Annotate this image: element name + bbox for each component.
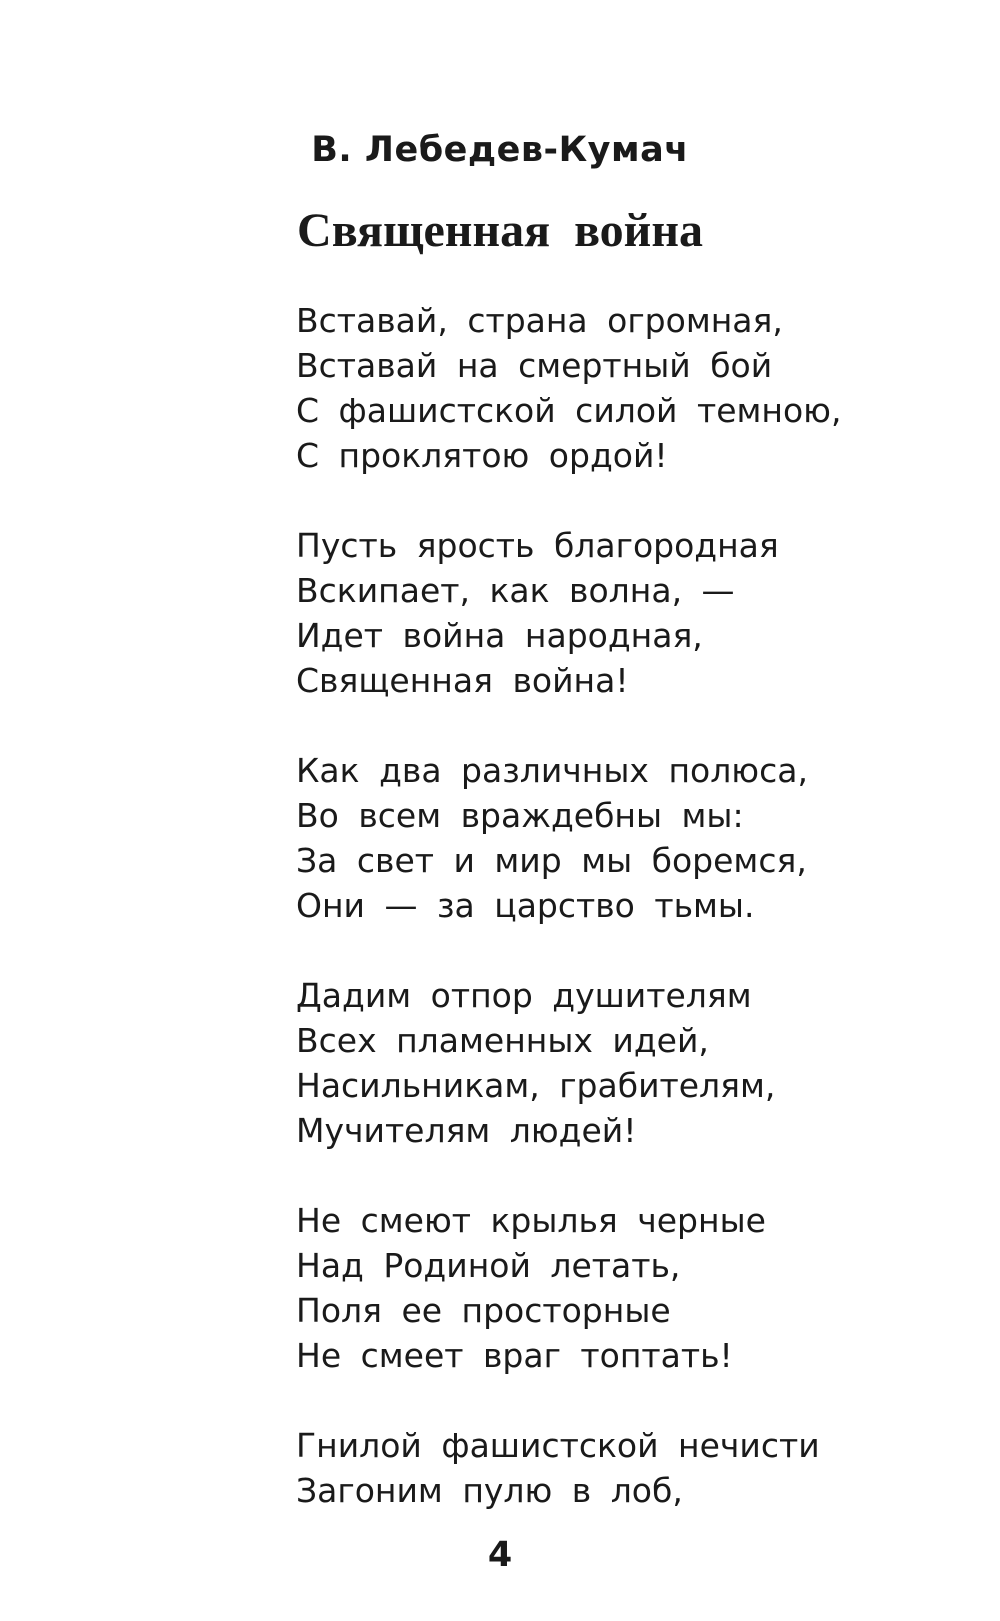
poem-line: Загоним пулю в лоб, — [296, 1471, 683, 1510]
poem-line: Священная война! — [296, 661, 629, 700]
poem-line: С фашистской силой темною, — [296, 391, 842, 430]
poem-line: Идет война народная, — [296, 616, 703, 655]
stanza — [296, 1198, 956, 1378]
poem-line: Пусть ярость благородная — [296, 526, 779, 565]
poem-line: Мучителям людей! — [296, 1111, 637, 1150]
poem-line: С проклятою ордой! — [296, 436, 668, 475]
poem-line: За свет и мир мы боремся, — [296, 841, 807, 880]
poem-line: Гнилой фашистской нечисти — [296, 1426, 820, 1465]
poem-line: Всех пламенных идей, — [296, 1021, 709, 1060]
poem-line: Не смеют крылья черные — [296, 1201, 766, 1240]
page-number: 4 — [487, 1535, 513, 1575]
poem-author: В. Лебедев-Кумач — [311, 130, 689, 170]
poem-title: Священная война — [297, 204, 703, 257]
poem-line: Вставай на смертный бой — [296, 346, 773, 385]
stanza — [296, 973, 956, 1153]
poem-line: Во всем враждебны мы: — [296, 796, 744, 835]
poem-line: Вскипает, как волна, — — [296, 571, 735, 610]
poem-line: Дадим отпор душителям — [296, 976, 752, 1015]
stanza — [296, 523, 956, 703]
poem-line: Как два различных полюса, — [296, 751, 808, 790]
poem-line: Поля ее просторные — [296, 1291, 671, 1330]
stanza — [296, 298, 956, 478]
poem-line: Не смеет враг топтать! — [296, 1336, 733, 1375]
poem-line: Они — за царство тьмы. — [296, 886, 755, 925]
poem-line: Над Родиной летать, — [296, 1246, 681, 1285]
poem-line: Насильникам, грабителям, — [296, 1066, 776, 1105]
stanza — [296, 748, 956, 928]
poem-body — [296, 298, 956, 1558]
poem-line: Вставай, страна огромная, — [296, 301, 783, 340]
stanza — [296, 1423, 956, 1513]
